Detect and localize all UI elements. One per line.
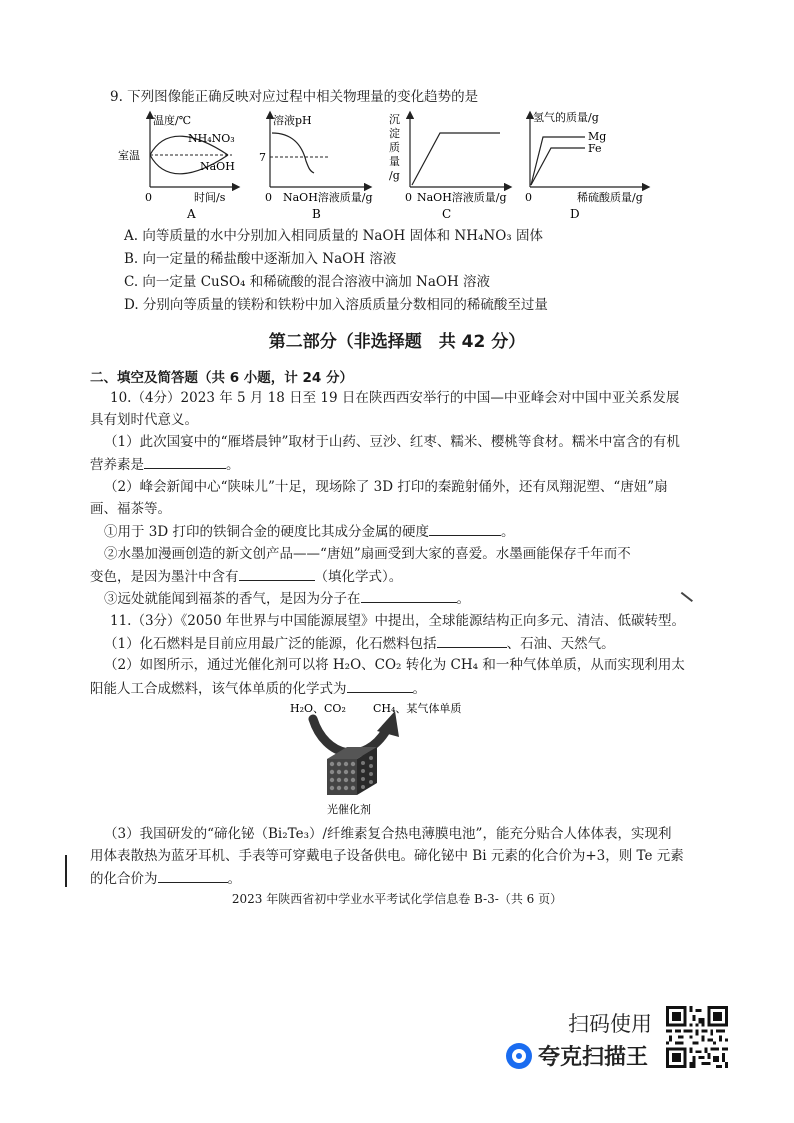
q11-part3-line1: （3）我国研发的“碲化铋（Bi₂Te₃）/纤维素复合热电薄膜电池”，能充分贴合人体体表，实现利 [104, 826, 672, 842]
q11-part2-prefix: 阳能人工合成燃料，该气体单质的化学式为 [90, 681, 347, 697]
q10-part2-line2: 画、福茶等。 [90, 501, 171, 517]
q9-option-d: D. 分别向等质量的镁粉和铁粉中加入溶质质量分数相同的稀硫酸至过量 [124, 297, 548, 313]
graph-c [389, 113, 510, 221]
q10-sub1-line [104, 522, 515, 541]
q10-sub3-answer-blank[interactable] [361, 589, 457, 603]
section2-heading: 二、填空及简答题（共 6 小题，计 24 分） [90, 370, 353, 386]
figure-caption: 光催化剂 [327, 803, 371, 816]
q10-part1-prefix: 营养素是 [90, 457, 144, 473]
q11-part3-line3 [90, 869, 241, 888]
graph-c-ylabel-2: 淀 [389, 127, 400, 140]
graph-c-xlabel: NaOH溶液质量/g [417, 191, 507, 204]
figure-output-label: CH₄、某气体单质 [373, 702, 462, 715]
graph-c-ylabel-1: 沉 [389, 113, 400, 126]
q11-part3-prefix: 的化合价为 [90, 871, 158, 887]
graph-b-curve [272, 133, 314, 173]
q11-part3-suffix: 。 [227, 871, 241, 887]
graph-a-curve2-label: NaOH [200, 160, 235, 173]
graph-d-ylabel: 氢气的质量/g [533, 111, 599, 124]
q11-part3-line2: 用体表散热为蓝牙耳机、手表等可穿戴电子设备供电。碲化铋中 Bi 元素的化合价为+3，则 Te 元素 [90, 848, 684, 864]
svg-text:沉 淀 质 量 [389, 113, 404, 182]
graph-a-curve1-label: NH₄NO₃ [188, 132, 235, 145]
graph-a-ref-label: 室温 [118, 149, 140, 162]
part2-title: 第二部分（非选择题 共 42 分） [268, 332, 526, 352]
graph-b [259, 113, 373, 221]
q10-sub3-line [104, 589, 470, 608]
q10-sub2-prefix: 变色，是因为墨汁中含有 [90, 569, 239, 585]
q10-sub1-suffix: 。 [501, 524, 515, 540]
photocatalyst-figure [285, 697, 505, 817]
qr-code-icon[interactable] [666, 1006, 728, 1068]
q9-option-c: C. 向一定量 CuSO₄ 和稀硫酸的混合溶液中滴加 NaOH 溶液 [124, 274, 491, 290]
graph-d-curve1-label: Mg [588, 130, 607, 143]
graph-c-letter: C [442, 207, 452, 221]
graph-d-origin: 0 [525, 191, 532, 204]
graph-b-origin: 0 [265, 191, 272, 204]
brand-name-text: 夸克扫描王 [538, 1045, 649, 1070]
q11-part1-prefix: （1）化石燃料是目前应用最广泛的能源，化石燃料包括 [104, 636, 437, 652]
graph-c-ylabel-3: 质 [389, 141, 400, 154]
q11-part1-suffix: 、石油、天然气。 [506, 636, 615, 652]
graph-a-xlabel: 时间/s [194, 191, 226, 204]
scan-stray-mark [681, 592, 693, 602]
q11-part3-answer-blank[interactable] [158, 869, 228, 883]
q9-option-b: B. 向一定量的稀盐酸中逐渐加入 NaOH 溶液 [124, 251, 397, 267]
q11-part1-line [104, 634, 615, 653]
q10-sub2-line1: ②水墨加漫画创造的新文创产品——“唐妞”扇画受到大家的喜爱。水墨画能保存千年而不 [104, 546, 631, 562]
q11-part2-suffix: 。 [412, 681, 426, 697]
graph-a-ylabel: 温度/℃ [153, 114, 192, 127]
graph-c-ylabel-4: 量 [389, 155, 400, 168]
graph-a-origin: 0 [145, 191, 152, 204]
q11-part2-line1: （2）如图所示，通过光催化剂可以将 H₂O、CO₂ 转化为 CH₄ 和一种气体单质，从而实现利用太 [104, 657, 685, 673]
q10-intro-line1: 10.（4分）2023 年 5 月 18 日至 19 日在陕西西安举行的中国—中亚峰会对中国中亚关系发展 [110, 390, 680, 406]
brand-logo-icon [506, 1043, 532, 1069]
q9-stem: 9. 下列图像能正确反映对应过程中相关物理量的变化趋势的是 [110, 89, 479, 105]
q11-part1-answer-blank[interactable] [437, 634, 507, 648]
q10-sub2-suffix: （填化学式）。 [314, 569, 403, 585]
scan-to-use-text: 扫码使用 [568, 1012, 652, 1036]
q10-sub2-line2 [90, 567, 402, 586]
graph-d-curve-mg [531, 137, 585, 185]
graph-d-xlabel: 稀硫酸质量/g [577, 191, 643, 204]
page-footer: 2023 年陕西省初中学业水平考试化学信息卷 B-3-（共 6 页） [231, 892, 563, 906]
catalyst-cube [327, 747, 377, 795]
graph-a-letter: A [187, 207, 196, 221]
q10-sub3-prefix: ③远处就能闻到福茶的香气，是因为分子在 [104, 591, 361, 607]
q10-part1-suffix: 。 [226, 457, 240, 473]
graph-c-curve [412, 133, 500, 185]
q10-sub1-answer-blank[interactable] [429, 522, 501, 536]
q10-part1-answer-blank[interactable] [144, 455, 226, 469]
q10-sub3-suffix: 。 [456, 591, 470, 607]
graph-d-letter: D [570, 207, 580, 221]
graph-b-letter: B [312, 207, 321, 221]
q9-graphs [0, 105, 794, 235]
graph-b-xlabel: NaOH溶液质量/g [283, 191, 373, 204]
q11-part2-line2 [90, 679, 426, 698]
q10-part2-line1: （2）峰会新闻中心“陕味儿”十足，现场除了 3D 打印的秦跪射俑外，还有凤翔泥塑、“唐妞”扇 [104, 479, 668, 495]
q11-intro: 11.（3分）《2050 年世界与中国能源展望》中提出，全球能源结构正向多元、清洁、低碳转型。 [110, 613, 685, 629]
q10-intro-line2: 具有划时代意义。 [90, 412, 198, 428]
graph-b-ylabel: 溶液pH [273, 114, 312, 127]
q11-part2-answer-blank[interactable] [347, 679, 413, 693]
q10-part1-line1: （1）此次国宴中的“雁塔晨钟”取材于山药、豆沙、红枣、糯米、樱桃等食材。糯米中富含的有机 [104, 434, 680, 450]
q10-sub2-answer-blank[interactable] [239, 567, 315, 581]
graph-b-tick: 7 [259, 151, 266, 164]
graph-a [118, 113, 238, 221]
scan-margin-mark [65, 855, 67, 887]
graph-d-curve2-label: Fe [588, 142, 602, 155]
q10-part1-line2 [90, 455, 240, 474]
graph-c-origin: 0 [405, 191, 412, 204]
graph-d [525, 110, 648, 221]
q10-sub1-prefix: ①用于 3D 打印的铁铜合金的硬度比其成分金属的硬度 [104, 524, 429, 540]
figure-input-label: H₂O、CO₂ [290, 702, 346, 715]
graph-c-ylabel-5: /g [389, 169, 400, 182]
q9-option-a: A. 向等质量的水中分别加入相同质量的 NaOH 固体和 NH₄NO₃ 固体 [124, 228, 543, 244]
